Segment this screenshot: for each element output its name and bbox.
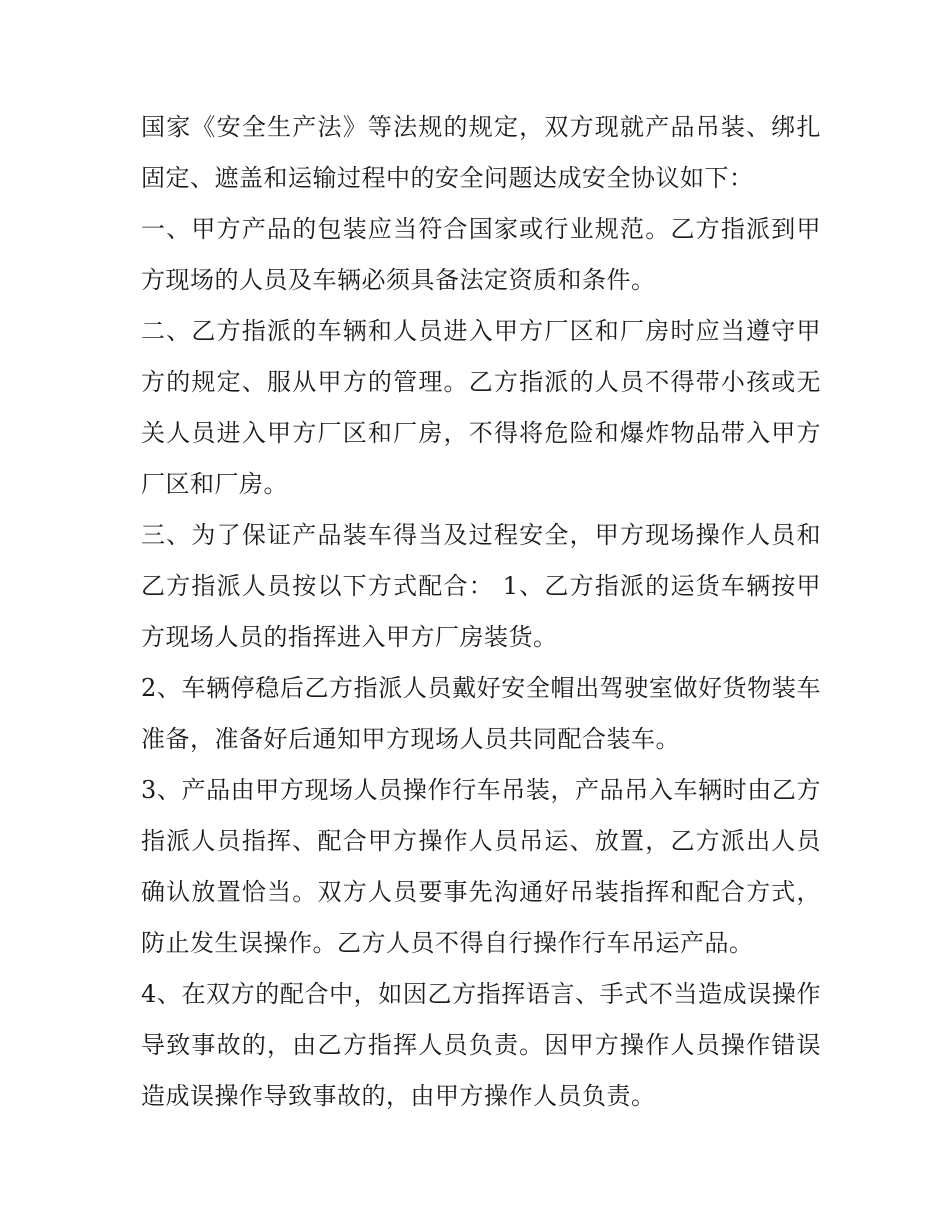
paragraph-clause-1: 一、甲方产品的包装应当符合国家或行业规范。乙方指派到甲方现场的人员及车辆必须具备法定资质和条件。: [141, 215, 821, 294]
paragraph-preamble: 国家《安全生产法》等法规的规定，双方现就产品吊装、绑扎固定、遮盖和运输过程中的安全问题达成安全协议如下：: [141, 113, 821, 192]
paragraph-clause-2: 二、乙方指派的车辆和人员进入甲方厂区和厂房时应当遵守甲方的规定、服从甲方的管理。乙方指派的人员不得带小孩或无关人员进入甲方厂区和厂房，不得将危险和爆炸物品带入甲方厂区和厂房。: [141, 317, 821, 498]
paragraph-clause-3: 三、为了保证产品装车得当及过程安全，甲方现场操作人员和乙方指派人员按以下方式配合： 1、乙方指派的运货车辆按甲方现场人员的指挥进入甲方厂房装货。: [141, 521, 821, 651]
paragraph-item-2: 2、车辆停稳后乙方指派人员戴好安全帽出驾驶室做好货物装车准备，准备好后通知甲方现场人员共同配合装车。: [141, 674, 821, 753]
paragraph-item-4: 4、在双方的配合中，如因乙方指挥语言、手式不当造成误操作导致事故的，由乙方指挥人员负责。因甲方操作人员操作错误造成误操作导致事故的，由甲方操作人员负责。: [141, 980, 821, 1110]
document-body: [141, 102, 821, 1122]
paragraph-item-3: 3、产品由甲方现场人员操作行车吊装，产品吊入车辆时由乙方指派人员指挥、配合甲方操作人员吊运、放置，乙方派出人员确认放置恰当。双方人员要事先沟通好吊装指挥和配合方式，防止发生误操作。乙方人员不得自行操作行车吊运产品。: [141, 776, 821, 957]
